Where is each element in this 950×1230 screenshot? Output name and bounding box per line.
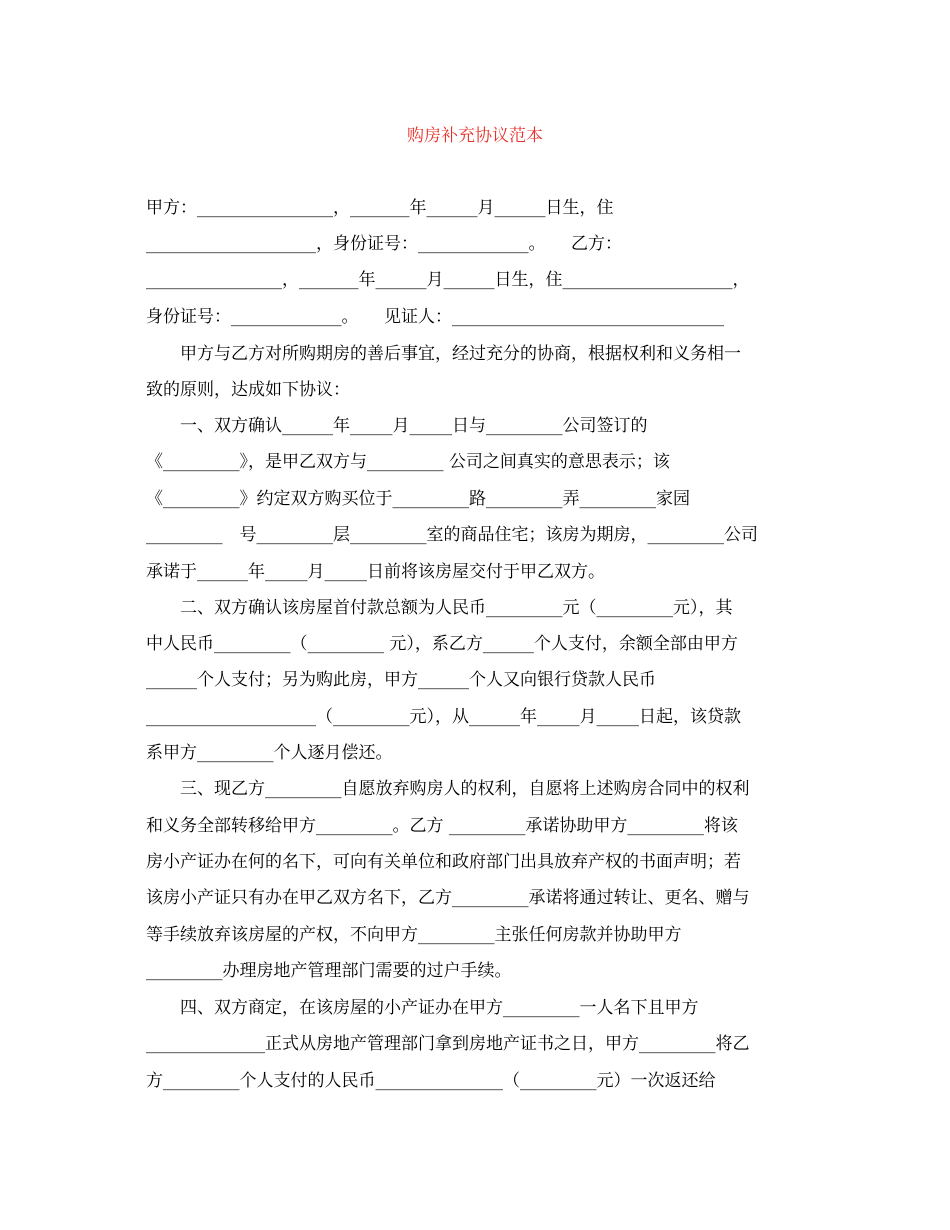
text-line-clause-2-1: 二、双方确认该房屋首付款总额为人民币_________元（_________元），其 [146,598,733,618]
text-line-clause-4-1: 四、双方商定，在该房屋的小产证办在甲方_________一人名下且甲方 [146,998,699,1018]
text-line-clause-2-5: 系甲方_________个人逐月偿还。 [146,743,393,763]
text-line-clause-3-2: 和义务全部转移给甲方_________。乙方 _________承诺协助甲方_________将该 [146,816,738,836]
text-line-clause-1-2: 《_________》，是甲乙双方与_________ 公司之间真实的意思表示；该 [146,452,670,472]
text-line-preamble-1: 甲方与乙方对所购期房的善后事宜，经过充分的协商，根据权利和义务相一 [146,344,741,364]
text-line-clause-1-3: 《_________》约定双方购买位于_________路_________弄_________家园 [146,489,690,509]
text-line-clause-3-6: _________办理房地产管理部门需要的过户手续。 [146,961,512,981]
document-title: 购房补充协议范本 [407,126,543,146]
text-line-clause-1-5: 承诺于______年_____月_____日前将该房屋交付于甲乙双方。 [146,562,605,582]
text-line-clause-2-2: 中人民币_________（_________ 元），系乙方______个人支付，余额全部由甲方 [146,634,738,654]
text-line-clause-2-4: ____________________（_________元），从______年_____月_____日起，该贷款 [146,707,741,727]
text-line-clause-4-3: 方_________个人支付的人民币_______________（_________元）一次返还给 [146,1071,716,1091]
text-line-clause-3-3: 房小产证办在何的名下，可向有关单位和政府部门出具放弃产权的书面声明；若 [146,852,741,872]
text-line-party-a: 甲方：________________，_______年______月______日生，住 [146,198,614,218]
text-line-clause-3-5: 等手续放弃该房屋的产权，不向甲方_________主张任何房款并协助甲方 [146,925,682,945]
text-line-clause-3-4: 该房小产证只有办在甲乙双方名下，乙方_________承诺将通过转让、更名、赠与 [146,888,750,908]
text-line-clause-2-3: ______个人支付；另为购此房，甲方______个人又向银行贷款人民币 [146,670,656,690]
text-line-witness: 身份证号：_____________。 见证人：________________________________ [146,307,724,327]
text-line-party-b: ________________，_______年______月______日生，住____________________， [146,270,750,290]
text-line-party-a-id: ____________________，身份证号：_____________。 乙方： [146,234,622,254]
text-line-clause-1-1: 一、双方确认______年_____月_____日与_________公司签订的 [146,416,648,436]
text-line-preamble-2: 致的原则，达成如下协议： [146,380,350,400]
text-line-clause-4-2: ______________正式从房地产管理部门拿到房地产证书之日，甲方_________将乙 [146,1034,750,1054]
text-line-clause-3-1: 三、现乙方_________自愿放弃购房人的权利，自愿将上述购房合同中的权利 [146,779,750,799]
text-line-clause-1-4: _________ 号_________层_________室的商品住宅；该房为期房，_________公司 [146,525,758,545]
